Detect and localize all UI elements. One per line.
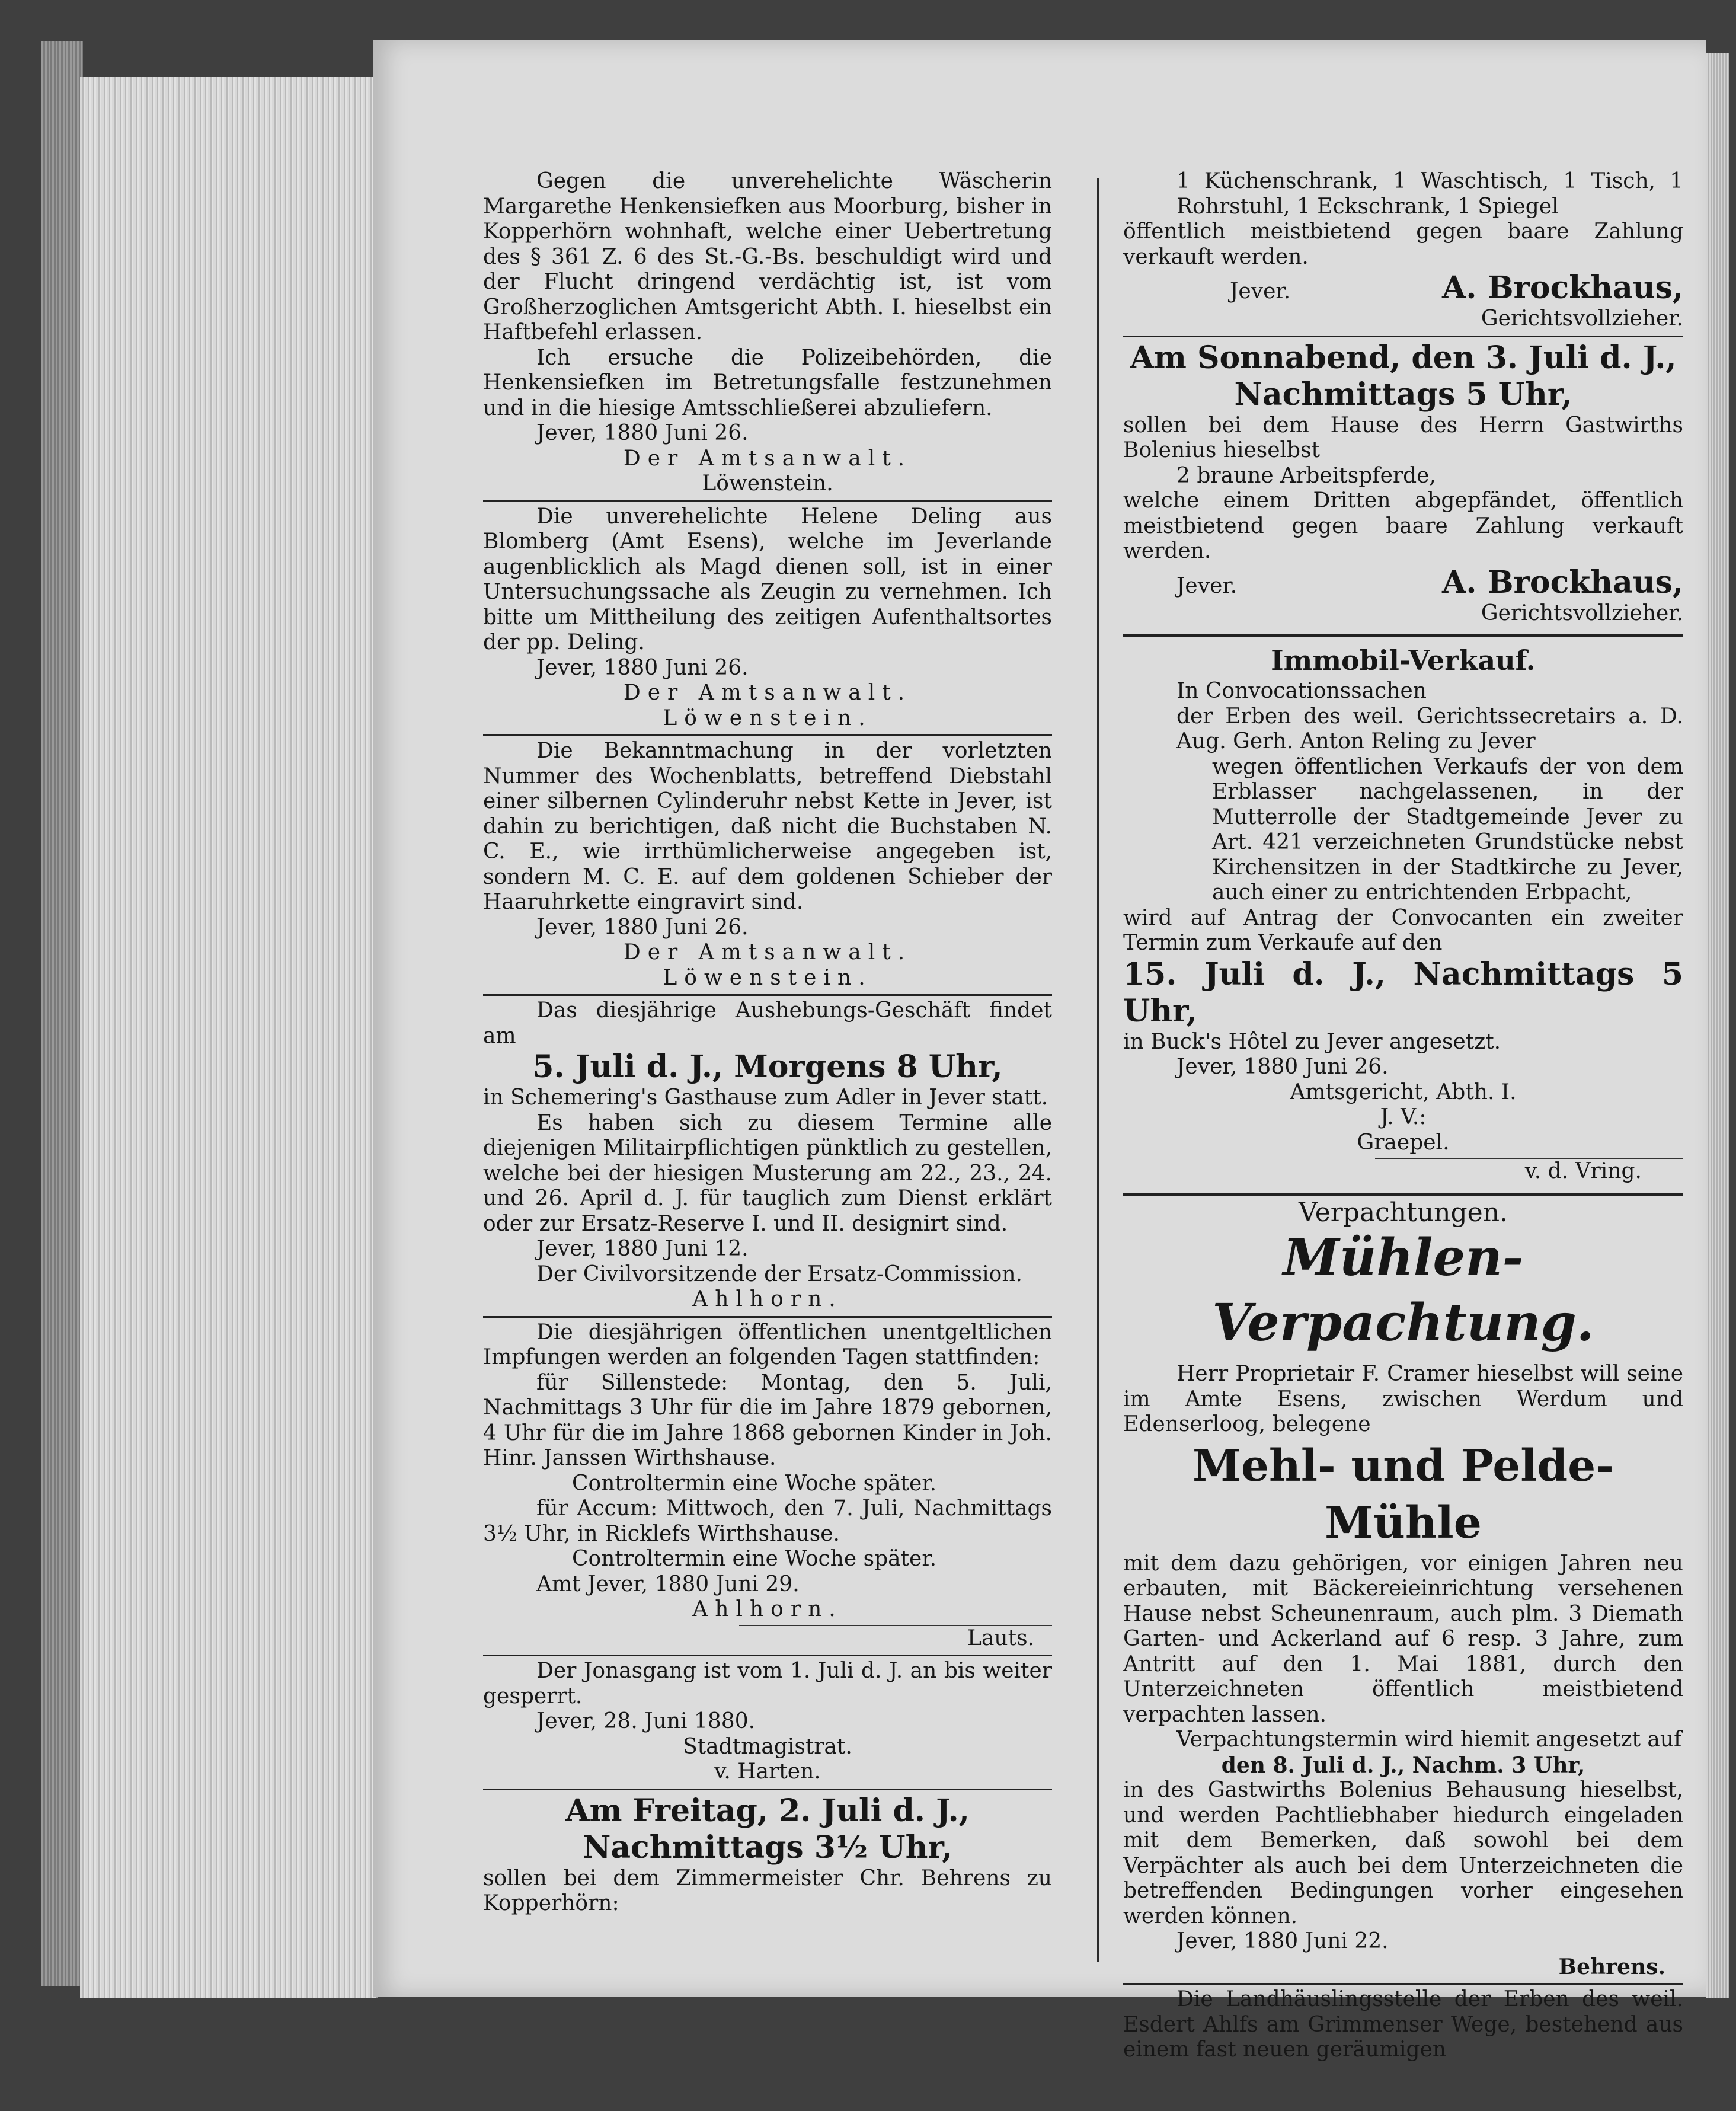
notice-title: Gerichtsvollzieher. — [1481, 601, 1683, 625]
notice-date: Jever, 1880 Juni 22. — [1176, 1929, 1389, 1953]
notice-line: In Convocationssachen — [1176, 679, 1427, 703]
notice-street-closure — [483, 1659, 1052, 1785]
schedule-control: Controltermin eine Woche später. — [572, 1471, 937, 1496]
notice-signature: Graepel. — [1357, 1130, 1450, 1155]
notice-paragraph: mit dem dazu gehörigen, vor einigen Jahren neu erbauten, mit Bäckereieinrichtung versehenen Hause nebst Scheunenraum, auch plm. 3 Diemath Garten- und Ackerland auf 6 resp. 3 Jahre, zum Antritt auf den 1. Mai 1881, durch den Unterzeichneten öffentlich meistbietend verpachten lassen. — [1123, 1551, 1683, 1727]
notice-headline: Am Sonnabend, den 3. Juli d. J., — [1130, 339, 1677, 376]
notice-signature: Behrens. — [1558, 1954, 1665, 1979]
notice-auction-items — [1123, 169, 1683, 332]
notice-date: Jever, 1880 Juni 26. — [536, 421, 749, 445]
notice-paragraph: öffentlich meistbietend gegen baare Zahlung verkauft werden. — [1123, 219, 1683, 269]
notice-headline: Am Freitag, 2. Juli d. J., — [565, 1792, 970, 1829]
notice-signature: A. Brockhaus, — [1442, 564, 1683, 601]
section-heading: Verpachtungen. — [1298, 1197, 1508, 1228]
notice-title: Gerichtsvollzieher. — [1481, 306, 1683, 331]
divider — [483, 1789, 1052, 1790]
notice-date: Jever, 1880 Juni 12. — [536, 1237, 749, 1261]
divider — [483, 734, 1052, 736]
notice-signature: Ahlhorn. — [692, 1287, 843, 1311]
divider — [1123, 634, 1683, 637]
notice-auction-friday — [483, 1793, 1052, 1917]
notice-intro: Das diesjährige Aushebungs-Geschäft findet am — [483, 998, 1052, 1048]
divider — [483, 994, 1052, 996]
notice-headline: 5. Juli d. J., Morgens 8 Uhr, — [532, 1049, 1003, 1085]
notice-place: in Buck's Hôtel zu Jever angesetzt. — [1123, 1029, 1501, 1054]
notice-clerk: Lauts. — [967, 1625, 1034, 1650]
notice-signature: Ahlhorn. — [692, 1597, 843, 1621]
notice-date: Jever, 1880 Juni 26. — [536, 915, 749, 940]
notice-signature: v. Harten. — [714, 1759, 821, 1784]
notice-signature: A. Brockhaus, — [1442, 270, 1683, 306]
column-divider — [1097, 178, 1099, 1962]
notice-date: Amt Jever, 1880 Juni 29. — [536, 1572, 800, 1596]
auction-items: 2 braune Arbeitspferde, — [1176, 463, 1436, 488]
notice-witness — [483, 504, 1052, 732]
notice-title: Mühlen-Verpachtung. — [1212, 1228, 1594, 1353]
auction-items: 1 Küchenschrank, 1 Waschtisch, 1 Tisch, 1 Rohrstuhl, 1 Eckschrank, 1 Spiegel — [1176, 169, 1683, 219]
notice-clerk: v. d. Vring. — [1524, 1159, 1642, 1183]
notice-office: Der Amtsanwalt. — [623, 446, 912, 471]
notice-line: wird auf Antrag der Convocanten ein zweiter Termin zum Verkaufe auf den — [1123, 905, 1683, 955]
notice-paragraph: Die unverehelichte Helene Deling aus Blomberg (Amt Esens), welche im Jeverlande augenblicklich als Magd dienen soll, ist in einer Untersuchungssache als Zeugin zu vernehmen. Ich bitte um Mittheilung des zeitigen Aufenthaltsortes der pp. Deling. — [483, 504, 1052, 654]
notice-line: der Erben des weil. Gerichtssecretairs a. D. Aug. Gerh. Anton Reling zu Jever — [1176, 704, 1683, 753]
notice-office: Der Amtsanwalt. — [623, 681, 912, 705]
notice-office: Der Amtsanwalt. — [623, 940, 912, 965]
notice-signature: Löwenstein. — [663, 965, 872, 990]
divider — [1123, 1193, 1683, 1196]
notice-headline: Nachmittags 5 Uhr, — [1234, 376, 1572, 413]
section-heading: Immobil-Verkauf. — [1271, 644, 1536, 676]
divider — [1123, 336, 1683, 337]
notice-signature: Löwenstein. — [702, 471, 833, 496]
notice-place: Jever. — [1176, 573, 1238, 598]
schedule-control: Controltermin eine Woche später. — [572, 1547, 937, 1571]
right-column — [1123, 169, 1683, 2063]
divider — [483, 1316, 1052, 1318]
notice-line: wegen öffentlichen Verkaufs der von dem Erblasser nachgelassenen, in der Mutterrolle der Stadtgemeinde Jever zu Art. 421 verzeichneten Grundstücke nebst Kirchensitzen in der Stadtkirche zu Jever, auch einer zu entrichtenden Erbpacht, — [1212, 754, 1683, 905]
notice-paragraph: Die Landhäuslingsstelle der Erben des weil. Esdert Ahlfs am Grimmenser Wege, bestehend aus einem fast neuen geräumigen — [1123, 1987, 1683, 2062]
schedule-item: für Sillenstede: Montag, den 5. Juli, Nachmittags 3 Uhr für die im Jahre 1879 gebornen, 4 Uhr für die im Jahre 1868 gebornen Kinder in Joh. Hinr. Janssen Wirthshause. — [483, 1370, 1052, 1470]
notice-iv: J. V.: — [1380, 1105, 1427, 1129]
notice-cottage-sale — [1123, 1987, 1683, 2063]
notice-paragraph: Es haben sich zu diesem Termine alle diejenigen Militairpflichtigen pünktlich zu gestellen, welche bei der hiesigen Musterung am 22., 23., 24. und 26. April d. J. für tauglich zum Dienst erklärt oder zur Ersatz-Reserve I. und II. designirt sind. — [483, 1110, 1052, 1236]
notice-date: Jever, 1880 Juni 26. — [1176, 1055, 1389, 1079]
notice-date: Jever, 1880 Juni 26. — [536, 655, 749, 680]
notice-place: Jever. — [1230, 279, 1291, 304]
notice-mill-lease — [1123, 1197, 1683, 1980]
notice-paragraph: Verpachtungstermin wird hiemit angesetzt auf — [1176, 1727, 1682, 1752]
next-page-edge — [1706, 53, 1729, 1998]
notice-conscription — [483, 998, 1052, 1312]
notice-paragraph: Der Jonasgang ist vom 1. Juli d. J. an bis weiter gesperrt. — [483, 1659, 1052, 1708]
notice-correction — [483, 739, 1052, 991]
notice-office: Amtsgericht, Abth. I. — [1290, 1080, 1517, 1104]
book-cover — [41, 41, 83, 1986]
notice-auction-saturday — [1123, 340, 1683, 627]
notice-intro: Die diesjährigen öffentlichen unentgeltlichen Impfungen werden an folgenden Tagen stattfinden: — [483, 1320, 1052, 1369]
divider — [483, 500, 1052, 502]
notice-property-sale — [1123, 642, 1683, 1184]
notice-headline: 15. Juli d. J., Nachmittags 5 Uhr, — [1123, 956, 1683, 1029]
notice-vaccination — [483, 1320, 1052, 1652]
notice-arrest-warrant — [483, 169, 1052, 497]
notice-office: Stadtmagistrat. — [683, 1734, 852, 1759]
notice-paragraph: Die Bekanntmachung in der vorletzten Nummer des Wochenblatts, betreffend Diebstahl einer silbernen Cylinderuhr nebst Kette in Jever, ist dahin zu berichtigen, daß nicht die Buchstaben N. C. E., wie irrthümlicherweise angegeben ist, sondern M. C. E. auf dem goldenen Schieber der Haaruhrkette eingravirt sind. — [483, 739, 1052, 914]
notice-paragraph: welche einem Dritten abgepfändet, öffentlich meistbietend gegen baare Zahlung verkauft werden. — [1123, 488, 1683, 563]
notice-paragraph: Herr Proprietair F. Cramer hieselbst will seine im Amte Esens, zwischen Werdum und Edenserloog, belegene — [1123, 1362, 1683, 1436]
notice-signature: Löwenstein. — [663, 705, 872, 730]
divider — [1123, 1983, 1683, 1985]
notice-headline: Mehl- und Pelde-Mühle — [1192, 1440, 1614, 1548]
page-edges — [80, 77, 378, 1998]
left-column — [483, 169, 1052, 1917]
notice-date: Jever, 28. Juni 1880. — [536, 1709, 756, 1733]
schedule-item: für Accum: Mittwoch, den 7. Juli, Nachmittags 3½ Uhr, in Ricklefs Wirthshause. — [483, 1496, 1052, 1546]
notice-headline: den 8. Juli d. J., Nachm. 3 Uhr, — [1221, 1752, 1585, 1778]
notice-paragraph: sollen bei dem Zimmermeister Chr. Behrens zu Kopperhörn: — [483, 1866, 1052, 1915]
notice-paragraph: in des Gastwirths Bolenius Behausung hieselbst, und werden Pachtliebhaber hiedurch eingeladen mit dem Bemerken, daß sowohl bei dem Verpächter als auch bei dem Unterzeichneten die betreffenden Bedingungen vorher eingesehen werden können. — [1123, 1778, 1683, 1928]
notice-paragraph: sollen bei dem Hause des Herrn Gastwirths Bolenius hieselbst — [1123, 413, 1683, 462]
notice-headline: Nachmittags 3½ Uhr, — [582, 1829, 953, 1866]
notice-paragraph: Ich ersuche die Polizeibehörden, die Henkensiefken im Betretungsfalle festzunehmen und in die hiesige Amtsschließerei abzuliefern. — [483, 345, 1052, 420]
divider — [483, 1655, 1052, 1656]
notice-paragraph: Gegen die unverehelichte Wäscherin Margarethe Henkensiefken aus Moorburg, bisher in Kopperhörn wohnhaft, welche einer Uebertretung des § 361 Z. 6 des St.-G.-Bs. beschuldigt wird und der Flucht dringend verdächtig ist, ist vom Großherzoglichen Amtsgericht Abth. I. hieselbst ein Haftbefehl erlassen. — [483, 169, 1052, 344]
notice-place: in Schemering's Gasthause zum Adler in Jever statt. — [483, 1085, 1048, 1110]
notice-office: Der Civilvorsitzende der Ersatz-Commission. — [536, 1262, 1022, 1286]
